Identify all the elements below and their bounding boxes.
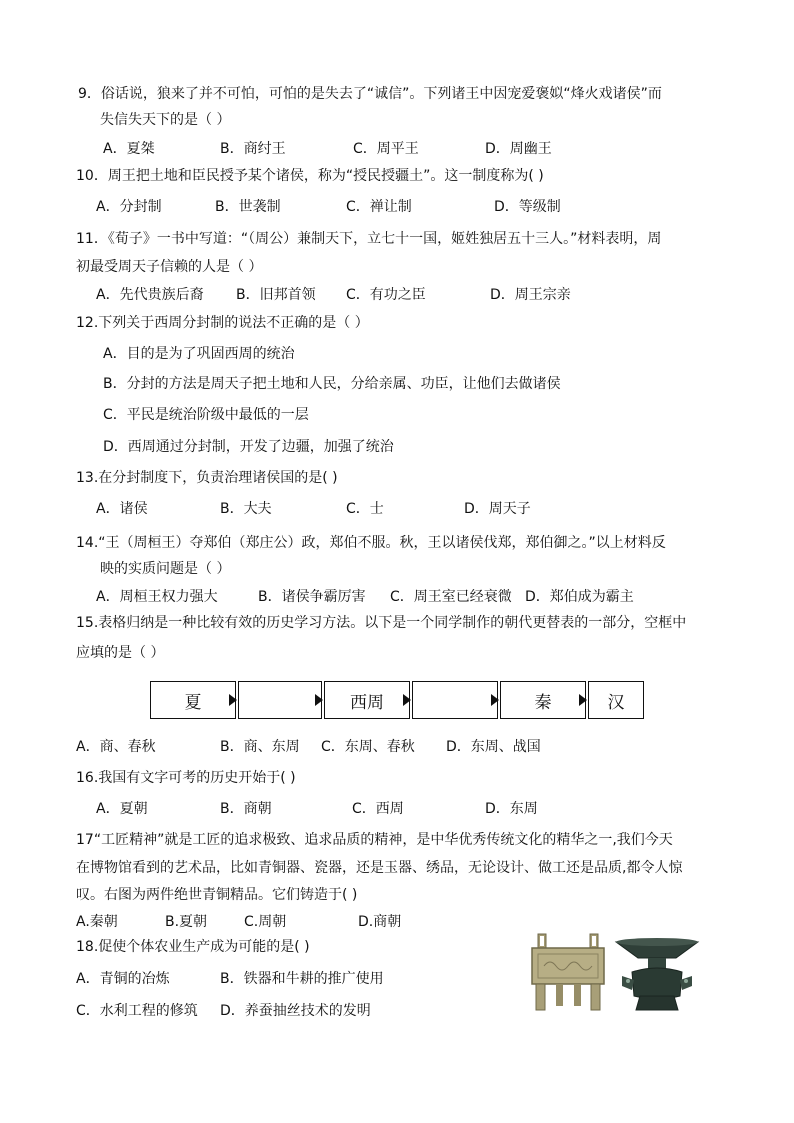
q16-option-b: B．商朝	[220, 801, 272, 817]
q10-option-d: D．等级制	[494, 199, 561, 215]
q17-option-a: A.秦朝	[76, 914, 118, 930]
q18-stem: 18.促使个体农业生产成为可能的是( )	[76, 939, 310, 955]
q17-option-b: B.夏朝	[165, 914, 208, 930]
q9-option-b: B．商纣王	[220, 141, 286, 157]
q18-option-d: D．养蚕抽丝技术的发明	[220, 1003, 371, 1019]
q10-option-a: A．分封制	[96, 199, 162, 215]
q17-stem-line2: 在博物馆看到的艺术品，比如青铜器、瓷器，还是玉器、绣品，无论设计、做工还是品质,都令人惊	[76, 860, 683, 876]
dynasty-box-blank-1	[238, 681, 322, 719]
q14-option-c: C．周王室已经衰微	[390, 589, 512, 605]
q9-option-a: A．夏桀	[103, 141, 155, 157]
dynasty-box-xia: 夏	[150, 681, 236, 719]
q18-option-c: C．水利工程的修筑	[76, 1003, 198, 1019]
q12-option-a: A．目的是为了巩固西周的统治	[103, 346, 295, 362]
q10-option-c: C．禅让制	[346, 199, 412, 215]
q16-option-a: A．夏朝	[96, 801, 148, 817]
q17-stem-line3: 叹。右图为两件绝世青铜精品。它们铸造于( )	[76, 887, 358, 903]
q15-option-c: C．东周、春秋	[321, 739, 415, 755]
q17-stem-line1: 17“工匠精神”就是工匠的追求极致、追求品质的精神，是中华优秀传统文化的精华之一,我们今天	[76, 832, 673, 848]
q15-stem-line2: 应填的是（ ）	[76, 645, 165, 661]
q14-stem-line2: 映的实质问题是（ ）	[100, 561, 231, 577]
q13-stem: 13.在分封制度下，负责治理诸侯国的是( )	[76, 470, 338, 486]
q11-stem-line1: 11．《荀子》一书中写道：“（周公）兼制天下，立七十一国，姬姓独居五十三人。”材料表明，周	[76, 231, 662, 247]
q9-stem-line1: 9．俗话说，狼来了并不可怕，可怕的是失去了“诚信”。下列诸王中因宠爱褒姒“烽火戏诸侯”而	[78, 86, 662, 102]
q9-option-d: D．周幽王	[485, 141, 552, 157]
q14-option-b: B．诸侯争霸厉害	[258, 589, 366, 605]
q13-option-c: C．士	[346, 501, 384, 517]
q15-option-a: A．商、春秋	[76, 739, 156, 755]
q13-option-b: B．大夫	[220, 501, 272, 517]
q12-option-b: B．分封的方法是周天子把土地和人民，分给亲属、功臣，让他们去做诸侯	[103, 376, 561, 392]
q11-option-a: A．先代贵族后裔	[96, 287, 204, 303]
q11-option-d: D．周王宗亲	[490, 287, 571, 303]
dynasty-box-han: 汉	[588, 681, 644, 719]
bronze-square-ding-icon	[528, 932, 610, 1012]
q11-stem-line2: 初最受周天子信赖的人是（ ）	[76, 259, 263, 275]
q14-stem-line1: 14.“王（周桓王）夺郑伯（郑庄公）政，郑伯不服。秋，王以诸侯伐郑，郑伯御之。”以上材料反	[76, 535, 666, 551]
q10-stem: 10．周王把土地和臣民授予某个诸侯，称为“授民授疆土”。这一制度称为( )	[76, 168, 544, 184]
q13-option-a: A．诸侯	[96, 501, 148, 517]
q12-stem: 12.下列关于西周分封制的说法不正确的是（ ）	[76, 315, 369, 331]
q15-option-d: D．东周、战国	[446, 739, 541, 755]
q11-option-b: B．旧邦首领	[236, 287, 316, 303]
q12-option-c: C．平民是统治阶级中最低的一层	[103, 407, 309, 423]
bronze-zun-vessel-icon	[614, 936, 700, 1012]
q14-option-a: A．周桓王权力强大	[96, 589, 218, 605]
q14-option-d: D．郑伯成为霸主	[525, 589, 634, 605]
q13-option-d: D．周天子	[464, 501, 531, 517]
q17-option-c: C.周朝	[244, 914, 287, 930]
dynasty-box-qin: 秦	[500, 681, 586, 719]
q15-option-b: B．商、东周	[220, 739, 300, 755]
q18-option-b: B．铁器和牛耕的推广使用	[220, 971, 384, 987]
q16-option-d: D．东周	[485, 801, 538, 817]
q12-option-d: D．西周通过分封制，开发了边疆，加强了统治	[103, 439, 394, 455]
q17-option-d: D.商朝	[358, 914, 402, 930]
q18-option-a: A．青铜的冶炼	[76, 971, 170, 987]
q10-option-b: B．世袭制	[215, 199, 281, 215]
q15-stem-line1: 15.表格归纳是一种比较有效的历史学习方法。以下是一个同学制作的朝代更替表的一部分，空框中	[76, 615, 687, 631]
q11-option-c: C．有功之臣	[346, 287, 426, 303]
q16-stem: 16.我国有文字可考的历史开始于( )	[76, 770, 296, 786]
q9-option-c: C．周平王	[353, 141, 419, 157]
dynasty-box-western-zhou: 西周	[324, 681, 410, 719]
dynasty-box-blank-2	[412, 681, 498, 719]
q9-stem-line2: 失信失天下的是（ ）	[100, 112, 231, 128]
q16-option-c: C．西周	[352, 801, 404, 817]
